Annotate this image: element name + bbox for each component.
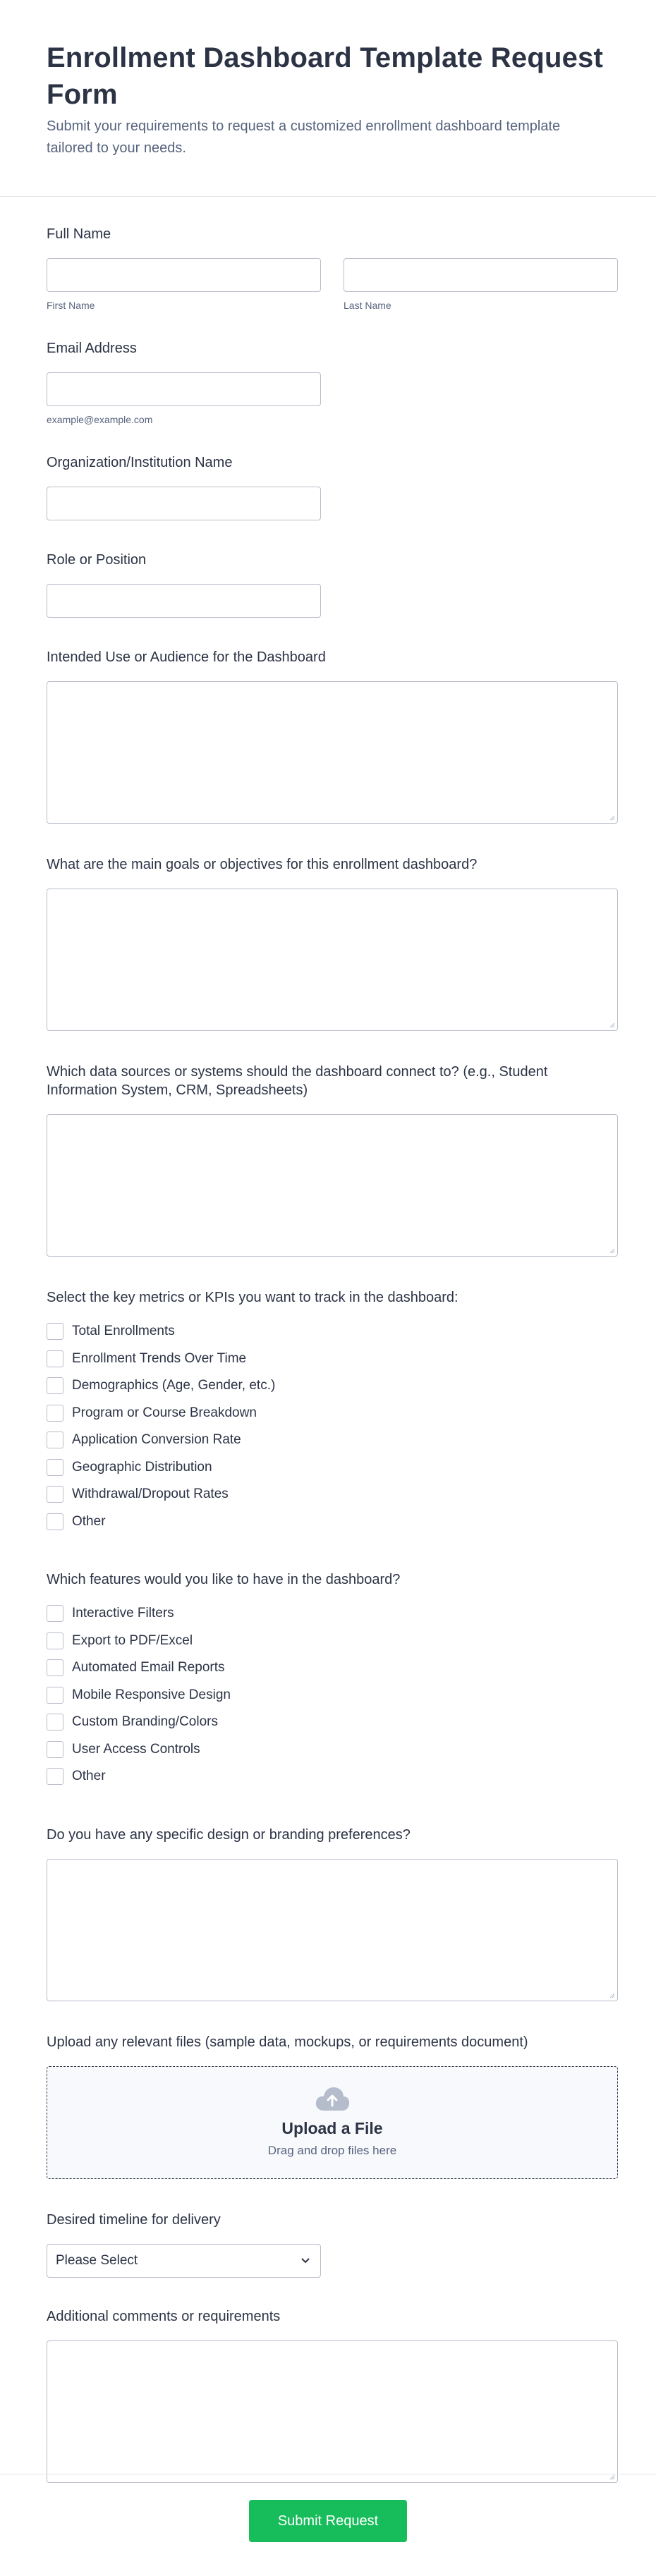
resize-handle-icon[interactable] bbox=[608, 1021, 615, 1028]
checkbox-label[interactable]: Withdrawal/Dropout Rates bbox=[72, 1487, 229, 1502]
checkbox-label[interactable]: Total Enrollments bbox=[72, 1324, 175, 1339]
checkbox-label[interactable]: Other bbox=[72, 1769, 106, 1784]
email-sublabel: example@example.com bbox=[47, 414, 153, 425]
checkbox[interactable] bbox=[47, 1350, 63, 1367]
design-label: Do you have any specific design or branding preferences? bbox=[47, 1826, 411, 1843]
resize-handle-icon[interactable] bbox=[608, 1247, 615, 1254]
features-label: Which features would you like to have in the dashboard? bbox=[47, 1572, 401, 1587]
last-name-sublabel: Last Name bbox=[344, 300, 391, 311]
comments-label: Additional comments or requirements bbox=[47, 2308, 281, 2324]
role-label: Role or Position bbox=[47, 552, 147, 568]
comments-field bbox=[47, 2307, 609, 2483]
features-option[interactable] bbox=[47, 1763, 609, 1790]
checkbox-label[interactable]: Automated Email Reports bbox=[72, 1660, 225, 1675]
metrics-checkbox-list bbox=[47, 1318, 609, 1535]
metrics-option[interactable] bbox=[47, 1481, 609, 1508]
data-sources-textarea[interactable] bbox=[47, 1114, 618, 1257]
checkbox[interactable] bbox=[47, 1323, 63, 1340]
features-option[interactable] bbox=[47, 1600, 609, 1628]
resize-handle-icon[interactable] bbox=[608, 814, 615, 821]
email-label: Email Address bbox=[47, 341, 137, 356]
organization-input[interactable] bbox=[47, 487, 321, 520]
checkbox-label[interactable]: Program or Course Breakdown bbox=[72, 1405, 257, 1420]
full-name-label: Full Name bbox=[47, 226, 111, 242]
metrics-option[interactable] bbox=[47, 1508, 609, 1536]
form-subtitle: Submit your requirements to request a customized enrollment dashboard template tailored to your needs. bbox=[47, 118, 561, 156]
checkbox[interactable] bbox=[47, 1659, 63, 1676]
metrics-option[interactable] bbox=[47, 1400, 609, 1427]
metrics-option[interactable] bbox=[47, 1372, 609, 1400]
chevron-down-icon bbox=[300, 2257, 310, 2264]
form-footer bbox=[0, 2474, 656, 2576]
data-sources-label: Which data sources or systems should the dashboard connect to? (e.g., Student Information System, CRM, Spreadsheets) bbox=[47, 1064, 548, 1098]
upload-title: Upload a File bbox=[281, 2119, 383, 2137]
metrics-field bbox=[47, 1288, 609, 1535]
submit-button[interactable]: Submit Request bbox=[249, 2500, 407, 2542]
upload-field bbox=[47, 2033, 609, 2179]
intended-use-label: Intended Use or Audience for the Dashboard bbox=[47, 649, 326, 665]
metrics-option[interactable] bbox=[47, 1345, 609, 1373]
form-body bbox=[0, 197, 656, 2483]
checkbox-label[interactable]: Enrollment Trends Over Time bbox=[72, 1350, 247, 1366]
first-name-sublabel: First Name bbox=[47, 300, 95, 311]
email-field bbox=[47, 339, 609, 425]
design-field bbox=[47, 1826, 609, 2001]
checkbox-label[interactable]: Interactive Filters bbox=[72, 1606, 174, 1621]
checkbox-label[interactable]: Other bbox=[72, 1513, 106, 1529]
design-textarea[interactable] bbox=[47, 1859, 618, 2001]
cloud-upload-icon bbox=[315, 2087, 350, 2112]
organization-field bbox=[47, 453, 609, 520]
timeline-label: Desired timeline for delivery bbox=[47, 2211, 221, 2228]
checkbox[interactable] bbox=[47, 1486, 63, 1503]
checkbox-label[interactable]: Mobile Responsive Design bbox=[72, 1687, 231, 1702]
features-option[interactable] bbox=[47, 1682, 609, 1709]
checkbox[interactable] bbox=[47, 1459, 63, 1476]
checkbox[interactable] bbox=[47, 1714, 63, 1730]
features-checkbox-list bbox=[47, 1600, 609, 1790]
metrics-label: Select the key metrics or KPIs you want to track in the dashboard: bbox=[47, 1290, 458, 1305]
timeline-field bbox=[47, 2211, 609, 2278]
full-name-field bbox=[47, 225, 609, 311]
resize-handle-icon[interactable] bbox=[608, 1991, 615, 1998]
checkbox-label[interactable]: Geographic Distribution bbox=[72, 1459, 212, 1475]
checkbox-label[interactable]: User Access Controls bbox=[72, 1741, 200, 1757]
goals-textarea[interactable] bbox=[47, 889, 618, 1031]
metrics-option[interactable] bbox=[47, 1454, 609, 1482]
intended-use-textarea[interactable] bbox=[47, 681, 618, 824]
goals-label: What are the main goals or objectives for this enrollment dashboard? bbox=[47, 857, 478, 872]
checkbox[interactable] bbox=[47, 1513, 63, 1530]
upload-label: Upload any relevant files (sample data, mockups, or requirements document) bbox=[47, 2034, 528, 2050]
checkbox-label[interactable]: Export to PDF/Excel bbox=[72, 1632, 193, 1648]
checkbox[interactable] bbox=[47, 1687, 63, 1704]
checkbox[interactable] bbox=[47, 1632, 63, 1649]
features-option[interactable] bbox=[47, 1736, 609, 1764]
checkbox[interactable] bbox=[47, 1741, 63, 1758]
file-upload-dropzone[interactable] bbox=[47, 2066, 618, 2179]
checkbox-label[interactable]: Custom Branding/Colors bbox=[72, 1714, 218, 1730]
checkbox[interactable] bbox=[47, 1605, 63, 1622]
checkbox[interactable] bbox=[47, 1377, 63, 1394]
metrics-option[interactable] bbox=[47, 1427, 609, 1454]
checkbox-label[interactable]: Demographics (Age, Gender, etc.) bbox=[72, 1378, 276, 1393]
timeline-select[interactable] bbox=[47, 2244, 321, 2278]
metrics-option[interactable] bbox=[47, 1318, 609, 1345]
role-field bbox=[47, 551, 609, 618]
comments-textarea[interactable] bbox=[47, 2340, 618, 2483]
checkbox-label[interactable]: Application Conversion Rate bbox=[72, 1432, 241, 1448]
checkbox[interactable] bbox=[47, 1432, 63, 1448]
email-input[interactable] bbox=[47, 372, 321, 406]
features-option[interactable] bbox=[47, 1628, 609, 1655]
checkbox[interactable] bbox=[47, 1405, 63, 1422]
last-name-input[interactable] bbox=[344, 258, 618, 292]
organization-label: Organization/Institution Name bbox=[47, 455, 233, 470]
form-title: Enrollment Dashboard Template Request Form bbox=[47, 42, 604, 110]
role-input[interactable] bbox=[47, 584, 321, 618]
goals-field bbox=[47, 855, 609, 1031]
data-sources-field bbox=[47, 1063, 618, 1257]
form-header bbox=[0, 0, 656, 197]
checkbox[interactable] bbox=[47, 1768, 63, 1785]
features-option[interactable] bbox=[47, 1709, 609, 1736]
first-name-input[interactable] bbox=[47, 258, 321, 292]
timeline-select-value: Please Select bbox=[56, 2252, 138, 2268]
intended-use-field bbox=[47, 648, 609, 824]
features-field bbox=[47, 1570, 609, 1790]
features-option[interactable] bbox=[47, 1654, 609, 1682]
upload-subtitle: Drag and drop files here bbox=[267, 2144, 397, 2157]
